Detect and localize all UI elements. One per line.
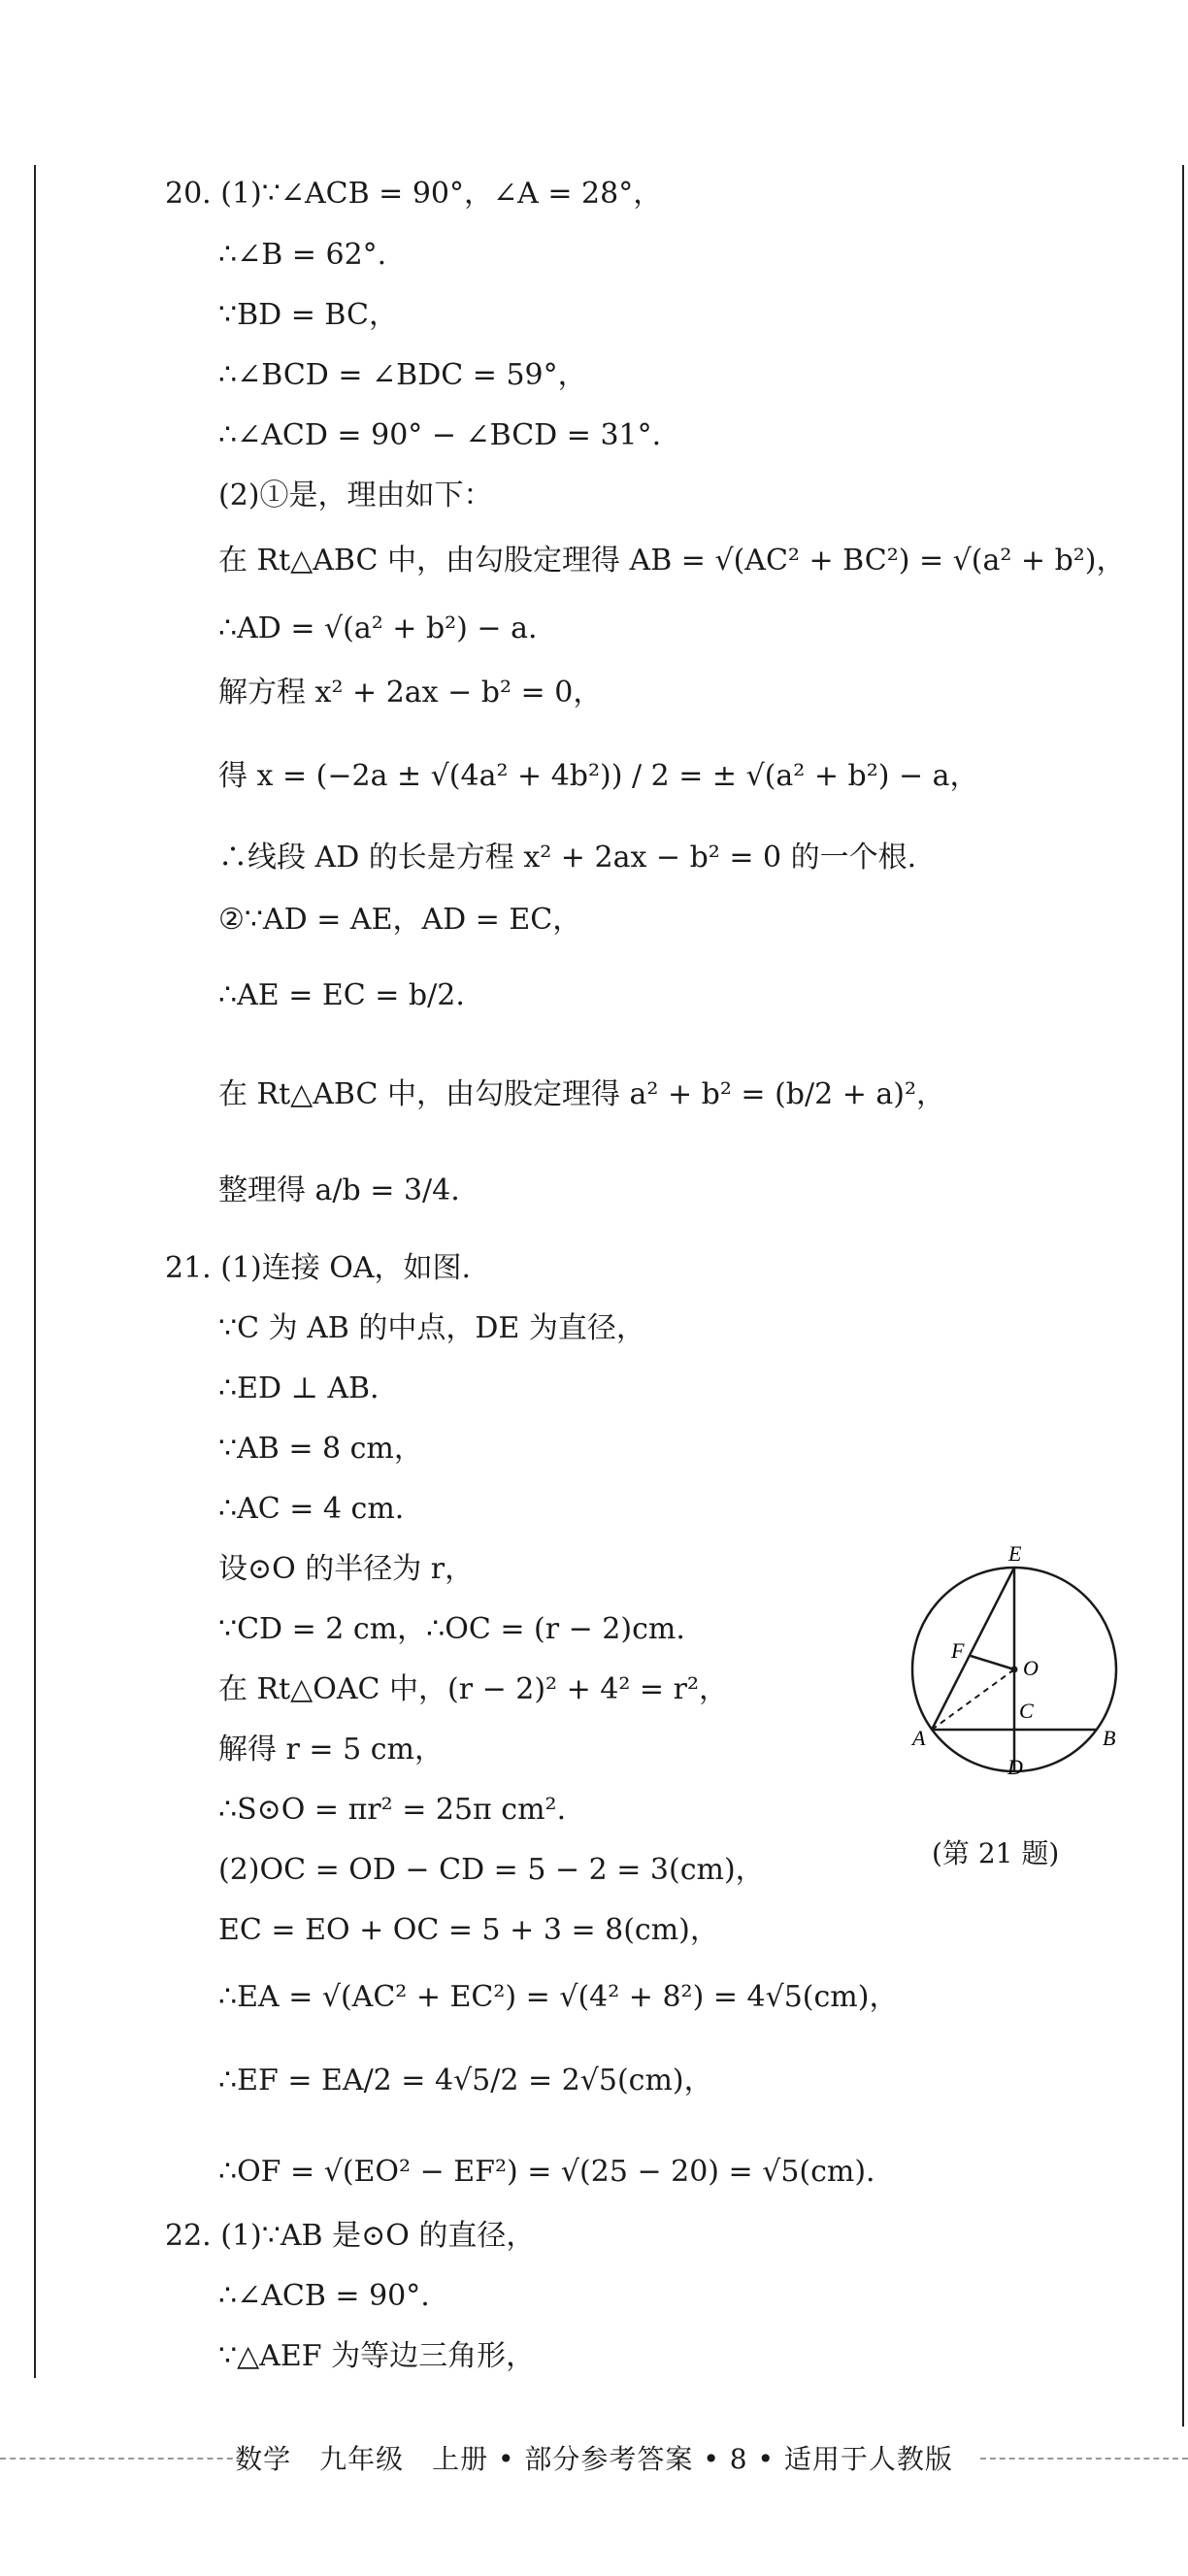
- q21-line-15: ∴OF = √(EO² − EF²) = √(25 − 20) = √5(cm).: [218, 2155, 875, 2189]
- q21-line-1: 21. (1)连接 OA，如图.: [165, 1251, 472, 1285]
- q20-line-3: ∵BD = BC，: [218, 298, 398, 332]
- circle-diagram: [903, 1543, 1126, 1776]
- q22-line-2: ∴∠ACB = 90°.: [218, 2279, 430, 2313]
- q22-line-1: 22. (1)∵AB 是⊙O 的直径，: [165, 2219, 536, 2253]
- right-margin-line: [1182, 165, 1184, 2427]
- q20-line-13: ∴AE = EC = b/2.: [218, 978, 465, 1012]
- q20-line-5: ∴∠ACD = 90° − ∠BCD = 31°.: [218, 418, 662, 452]
- q20-line-7: 在 Rt△ABC 中，由勾股定理得 AB = √(AC² + BC²) = √(a² + b²)，: [218, 544, 1126, 578]
- label-e: E: [1008, 1543, 1022, 1566]
- label-b: B: [1103, 1726, 1116, 1750]
- label-d: D: [1007, 1755, 1023, 1776]
- q20-line-1: 20. (1)∵∠ACB = 90°，∠A = 28°，: [165, 177, 663, 211]
- q20-line-10: 得 x = (−2a ± √(4a² + 4b²)) / 2 = ± √(a² + b²) − a，: [218, 759, 979, 793]
- q21-line-2: ∵C 为 AB 的中点，DE 为直径，: [218, 1311, 645, 1345]
- q20-line-2: ∴∠B = 62°.: [218, 238, 387, 272]
- page-footer: 数学 九年级 上册 • 部分参考答案 • 8 • 适用于人教版: [235, 2443, 953, 2475]
- q21-line-10: ∴S⊙O = πr² = 25π cm².: [218, 1793, 567, 1827]
- q21-line-9: 解得 r = 5 cm，: [218, 1733, 444, 1767]
- q22-line-3: ∵△AEF 为等边三角形，: [218, 2339, 536, 2373]
- label-a: A: [912, 1726, 926, 1750]
- q21-line-14: ∴EF = EA/2 = 4√5/2 = 2√5(cm)，: [218, 2064, 713, 2097]
- segment-fo: [971, 1656, 1014, 1669]
- q20-line-11: ∴线段 AD 的长是方程 x² + 2ax − b² = 0 的一个根.: [218, 841, 917, 875]
- figure-caption: (第 21 题): [932, 1837, 1060, 1869]
- q21-line-3: ∴ED ⊥ AB.: [218, 1371, 380, 1405]
- q21-line-11: (2)OC = OD − CD = 5 − 2 = 3(cm)，: [218, 1853, 765, 1887]
- q20-line-15: 整理得 a/b = 3/4.: [218, 1173, 460, 1207]
- label-f: F: [951, 1638, 965, 1663]
- label-c: C: [1019, 1699, 1034, 1723]
- q20-line-14: 在 Rt△ABC 中，由勾股定理得 a² + b² = (b/2 + a)²，: [218, 1077, 946, 1111]
- q20-line-6: (2)①是，理由如下：: [218, 479, 493, 512]
- q21-line-12: EC = EO + OC = 5 + 3 = 8(cm)，: [218, 1913, 719, 1947]
- q21-line-13: ∴EA = √(AC² + EC²) = √(4² + 8²) = 4√5(cm)，: [218, 1980, 899, 2014]
- q20-line-9: 解方程 x² + 2ax − b² = 0，: [218, 676, 603, 710]
- q21-line-7: ∵CD = 2 cm，∴OC = (r − 2)cm.: [218, 1612, 685, 1646]
- q21-line-4: ∵AB = 8 cm，: [218, 1432, 423, 1466]
- q20-line-8: ∴AD = √(a² + b²) − a.: [218, 611, 538, 645]
- left-margin-line: [34, 165, 36, 2378]
- segment-ea: [932, 1568, 1014, 1730]
- center-point: [1011, 1667, 1018, 1673]
- q20-line-12: ②∵AD = AE，AD = EC，: [218, 903, 582, 937]
- segment-oa-dashed: [932, 1669, 1014, 1730]
- q21-line-8: 在 Rt△OAC 中，(r − 2)² + 4² = r²，: [218, 1672, 728, 1706]
- q20-line-4: ∴∠BCD = ∠BDC = 59°，: [218, 358, 587, 392]
- q21-line-6: 设⊙O 的半径为 r，: [218, 1552, 475, 1586]
- q21-line-5: ∴AC = 4 cm.: [218, 1492, 405, 1526]
- label-o: O: [1023, 1656, 1039, 1680]
- footer-divider-right: [980, 2458, 1188, 2460]
